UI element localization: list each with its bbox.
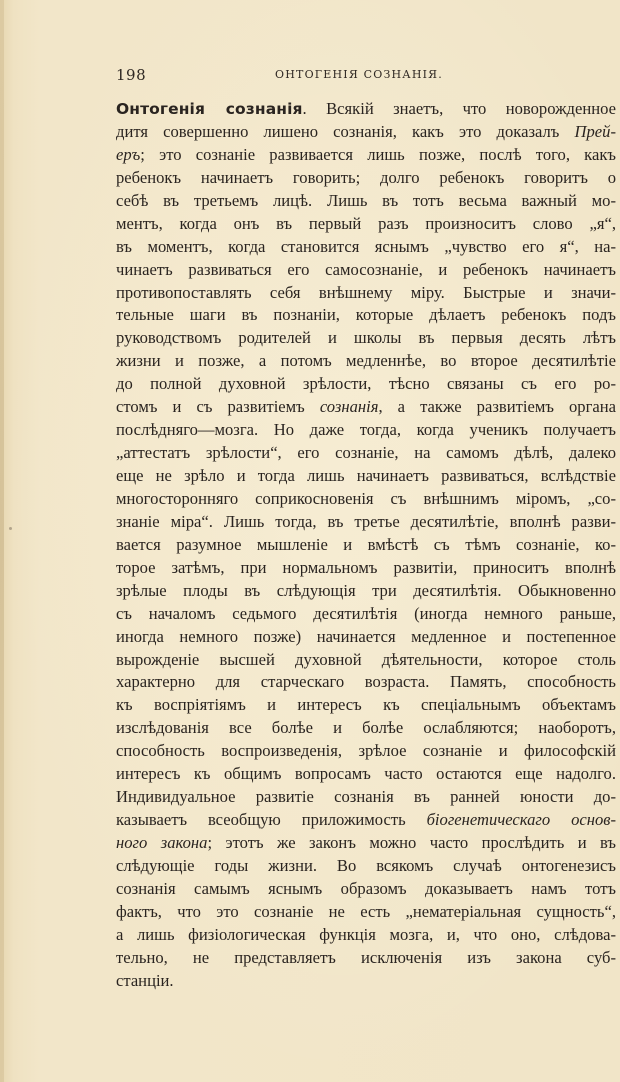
section-heading: Онтогенія сознанія bbox=[116, 100, 303, 118]
text-run: многосторонняго соприкосновенія съ внѣшнимъ міромъ, „со- bbox=[116, 488, 616, 508]
text-run: а лишь физіологическая функція мозга, и, что оно, слѣдова- bbox=[116, 924, 616, 944]
text-line bbox=[116, 511, 616, 534]
text-run: знаніе міра“. Лишь тогда, въ третье десятилѣтіе, вполнѣ разви- bbox=[116, 511, 616, 531]
text-run: съ началомъ седьмого десятилѣтія (иногда немного раньше, bbox=[116, 603, 616, 623]
text-line bbox=[116, 580, 616, 603]
text-line bbox=[116, 626, 616, 649]
text-run: послѣдняго—мозга. Но даже тогда, когда ученикъ получаетъ bbox=[116, 420, 616, 440]
text-line bbox=[116, 763, 616, 786]
text-line bbox=[116, 98, 616, 121]
text-run: стомъ и съ развитіемъ bbox=[116, 397, 320, 417]
running-title: ОНТОГЕНІЯ СОЗНАНІЯ. bbox=[275, 68, 443, 81]
text-run: вырожденіе высшей духовной дѣятельности, которое столь bbox=[116, 649, 616, 669]
text-run: тельно, не представляетъ исключенія изъ закона суб- bbox=[116, 947, 616, 967]
text-line bbox=[116, 419, 616, 442]
text-line bbox=[116, 350, 616, 373]
text-line bbox=[116, 649, 616, 672]
text-line bbox=[116, 671, 616, 694]
text-run: до полной духовной зрѣлости, тѣсно связаны съ его ро- bbox=[116, 374, 616, 394]
text-line bbox=[116, 304, 616, 327]
text-run: иногда немного позже) начинается медленное и постепенное bbox=[116, 626, 616, 646]
text-line bbox=[116, 259, 616, 282]
italic-emphasis: сознанія bbox=[319, 397, 379, 417]
text-run: сознанія самымъ яснымъ образомъ доказываетъ намъ тотъ bbox=[116, 878, 616, 898]
text-line bbox=[116, 809, 616, 832]
text-line bbox=[116, 442, 616, 465]
text-run: интересъ къ общимъ вопросамъ часто остаются еще надолго. bbox=[116, 764, 616, 784]
text-run: торое затѣмъ, при нормальномъ развитіи, приноситъ вполнѣ bbox=[116, 557, 616, 577]
text-run: ребенокъ начинаетъ говорить; долго ребенокъ говоритъ о bbox=[116, 167, 616, 187]
text-line bbox=[116, 396, 616, 419]
text-line bbox=[116, 740, 616, 763]
italic-emphasis: ного закона bbox=[116, 833, 208, 852]
text-line bbox=[116, 465, 616, 488]
italic-emphasis: еръ bbox=[116, 144, 141, 164]
text-run: вается разумное мышленіе и вмѣстѣ съ тѣмъ сознаніе, ко- bbox=[116, 534, 616, 554]
text-line bbox=[116, 924, 616, 947]
text-run: чинаетъ развиваться его самосознаніе, и ребенокъ начинаетъ bbox=[116, 259, 616, 279]
text-line bbox=[116, 121, 616, 144]
text-line bbox=[116, 190, 616, 213]
text-run: . Всякій знаетъ, что новорожденное bbox=[302, 99, 616, 118]
text-line bbox=[116, 694, 616, 717]
text-line bbox=[116, 947, 616, 970]
text-line bbox=[116, 213, 616, 236]
text-line bbox=[116, 786, 616, 809]
text-run: еще не зрѣло и тогда лишь начинаетъ развиваться, вслѣдствіе bbox=[116, 466, 616, 485]
text-run: ; этотъ же законъ можно часто прослѣдить и въ bbox=[207, 833, 616, 852]
text-line bbox=[116, 717, 616, 740]
text-line bbox=[116, 832, 616, 855]
text-run: казываетъ всеобщую приложимость bbox=[116, 810, 427, 830]
text-run: слѣдующіе годы жизни. Во всякомъ случаѣ онтогенезисъ bbox=[116, 855, 616, 875]
text-run: станціи. bbox=[116, 970, 174, 990]
text-line bbox=[116, 603, 616, 626]
running-head bbox=[116, 66, 602, 88]
text-run: себѣ въ третьемъ лицѣ. Лишь въ тотъ весьма важный мо- bbox=[116, 190, 616, 210]
text-line bbox=[116, 282, 616, 305]
text-run: , а также развитіемъ органа bbox=[378, 397, 616, 417]
text-line bbox=[116, 970, 616, 993]
text-run: характерно для старческаго возраста. Память, способность bbox=[116, 672, 616, 692]
text-line bbox=[116, 488, 616, 511]
text-run: къ воспріятіямъ и интересъ къ спеціальнымъ объектамъ bbox=[116, 695, 616, 715]
text-line bbox=[116, 167, 616, 190]
text-run: противопоставлять себя внѣшнему міру. Быстрые и значи- bbox=[116, 282, 616, 302]
text-line bbox=[116, 144, 616, 167]
text-run: зрѣлые плоды въ слѣдующія три десятилѣтія. Обыкновенно bbox=[116, 580, 616, 600]
italic-emphasis: Прей- bbox=[574, 121, 616, 141]
text-line bbox=[116, 534, 616, 557]
text-run: способность воспроизведенія, зрѣлое сознаніе и философскій bbox=[116, 741, 616, 761]
page-gutter-edge bbox=[0, 0, 4, 1082]
text-line bbox=[116, 373, 616, 396]
text-line bbox=[116, 557, 616, 580]
italic-emphasis: біогенетическаго основ- bbox=[426, 810, 616, 830]
text-run: ментъ, когда онъ въ первый разъ произноситъ слово „я“, bbox=[116, 213, 616, 233]
text-run: тельные шаги въ познаніи, которые дѣлаетъ ребенокъ подъ bbox=[116, 305, 616, 325]
text-line bbox=[116, 901, 616, 924]
text-run: ; это сознаніе развивается лишь позже, послѣ того, какъ bbox=[140, 144, 616, 164]
text-run: руководствомъ родителей и школы въ первыя десять лѣтъ bbox=[116, 328, 616, 348]
text-run: жизни и позже, а потомъ медленнѣе, во второе десятилѣтіе bbox=[116, 351, 616, 371]
text-run: „аттестатъ зрѣлости“, его сознаніе, на самомъ дѣлѣ, далеко bbox=[116, 443, 616, 463]
text-run: фактъ, что это сознаніе не есть „нематеріальная сущность“, bbox=[116, 901, 616, 921]
text-run: изслѣдованія все болѣе и болѣе ослабляются; наоборотъ, bbox=[116, 718, 616, 738]
body-paragraph bbox=[116, 98, 616, 993]
text-line bbox=[116, 878, 616, 901]
text-line bbox=[116, 236, 616, 259]
text-run: въ моментъ, когда становится яснымъ „чувство его я“, на- bbox=[116, 236, 616, 256]
paper-speck bbox=[9, 527, 12, 530]
text-line bbox=[116, 327, 616, 350]
page-number: 198 bbox=[116, 66, 147, 84]
text-line bbox=[116, 855, 616, 878]
text-run: Индивидуальное развитіе сознанія въ ранней юности до- bbox=[116, 787, 616, 807]
text-run: дитя совершенно лишено сознанія, какъ это доказалъ bbox=[116, 121, 575, 141]
